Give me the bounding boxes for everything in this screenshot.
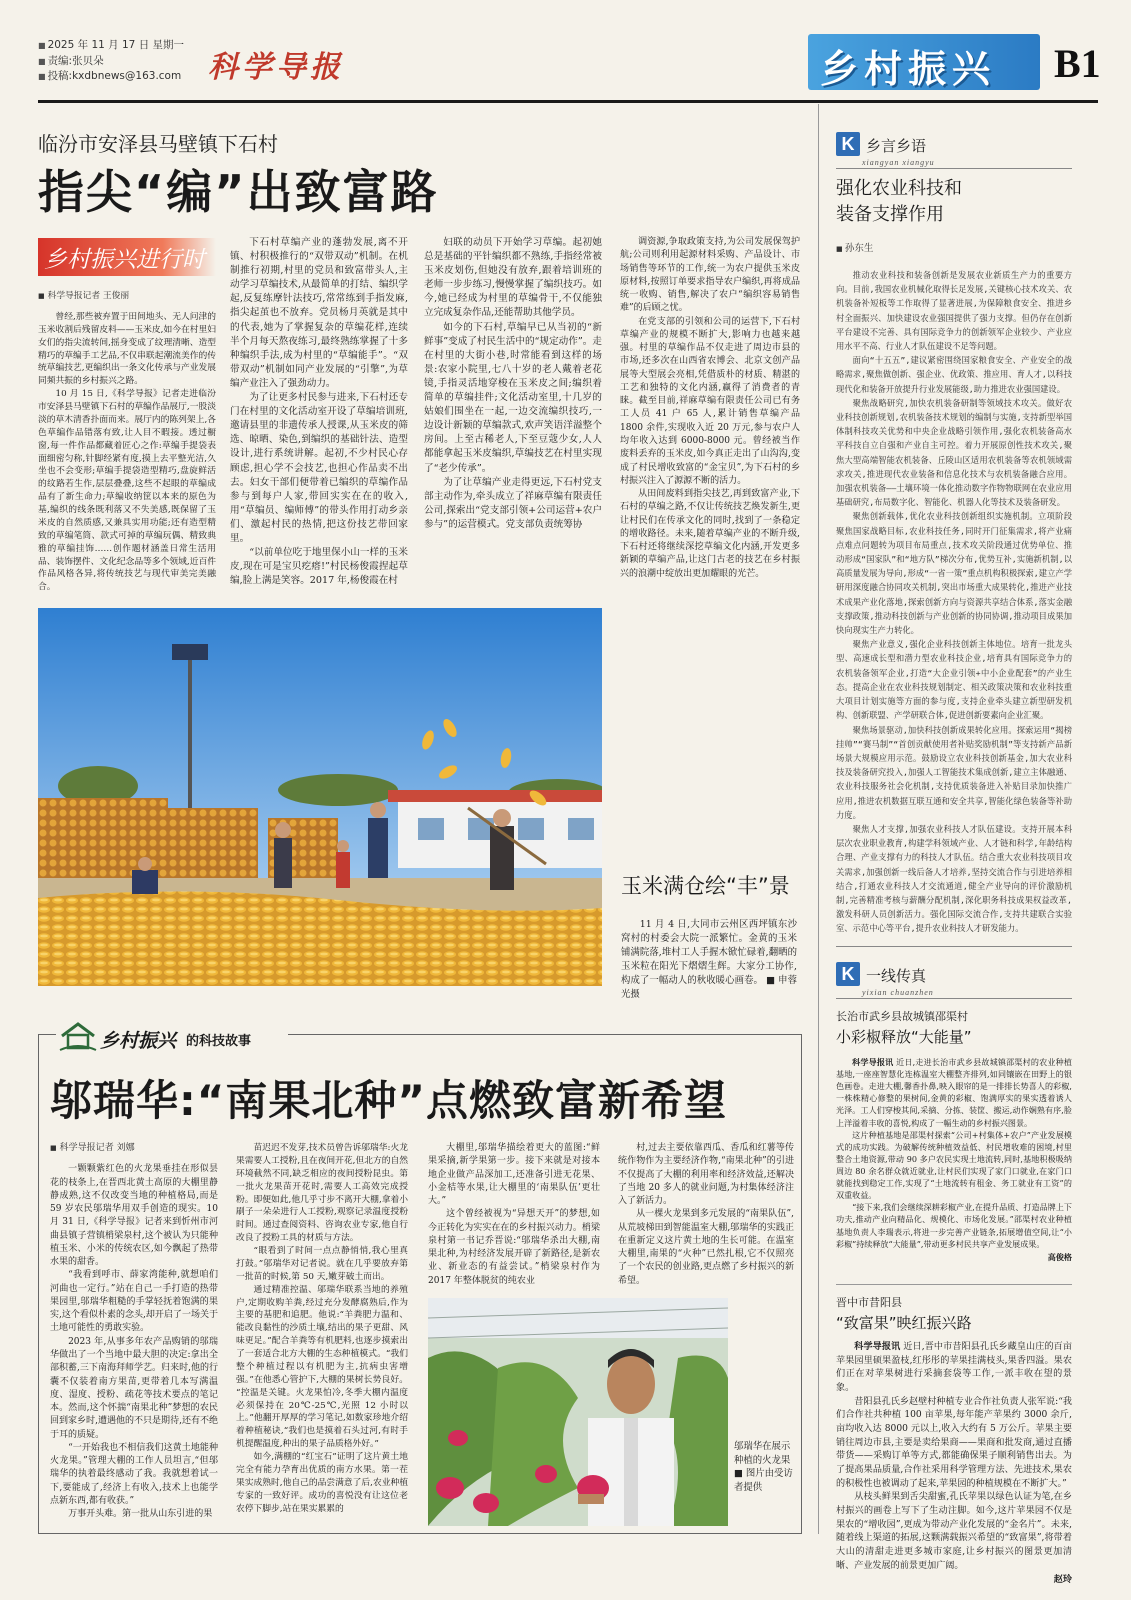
paragraph: 妇联的动员下开始学习草编。起初她总是基础的平针编织都不熟练,手指经常被玉米皮划伤,但她没有放弃,跟着培训班的老师一步步练习,慢慢掌握了编织技巧。如今,她已经成为村里的草编骨干,不仅能独立完成复杂作品,还能帮助其他学员。	[424, 237, 602, 319]
farmer-dragonfruit-illustration	[428, 1298, 728, 1526]
news-section-pinyin: yixian chuanzhen	[862, 988, 934, 997]
news1-title: 小彩椒释放“大能量”	[836, 1028, 972, 1046]
news1-kicker: 长治市武乡县故城镇邵渠村	[836, 1010, 968, 1023]
page-number: B1	[1054, 41, 1101, 86]
news1-dateline: 科学导报讯	[852, 1057, 894, 1067]
news-section-head	[836, 962, 926, 986]
farmer-dragonfruit-photo	[428, 1298, 728, 1526]
opinion-section-title: 乡言乡语	[866, 137, 927, 155]
issue-meta	[38, 38, 184, 85]
issue-email: ■ 投稿:kxdbnews@163.com	[38, 69, 184, 85]
story2-brand	[56, 1018, 288, 1054]
photo-caption-text: 11 月 4 日,大同市云州区西坪镇东沙窝村的村委会大院一派繁忙。金黄的玉米铺满院落,堆村工人手握木锨忙碌着,翻晒的玉米粒在阳光下熠熠生辉。大家分工协作,构成了一幅动人的秋收暖心画卷。	[621, 919, 797, 986]
opinion-author: ■ 孙东生	[836, 240, 873, 254]
story2-column-3	[428, 1142, 600, 1288]
right-column-divider	[818, 104, 819, 1534]
paragraph: 昔阳县孔氏乡赵壁村种植专业合作社负责人张军说:“我们合作社共种植 100 亩苹果,每年能产苹果约 3000 余斤,亩均收入达 8000 元以上,收入大约有 5 万公斤。苹果主要销往周边市县,主要是卖给果商——果商和批发商,通过直播带货——采购订单等方式,都能确保果子顺利销售出去。为了提高果品质量,合作社采用科学管理方法、先进技术,果农的积极性也被调动了起来,苹果园的种植规模在不断扩大。”	[836, 1396, 1072, 1489]
story2-column-2	[236, 1142, 408, 1515]
paper-logo: 科学导报	[208, 50, 344, 85]
photo-title: 玉米满仓绘“丰”景	[621, 874, 790, 898]
paragraph: 下石村草编产业的蓬勃发展,离不开镇、村积极推行的“双带双动”机制。在机制推行初期,村里的党员和致富带头人,主动学习草编技术,从最简单的打结、编织学起,反复练摩针法技巧,常常练到手指发麻,指尖起茧也不放弃。党员杨月英就是其中的代表,她为了掌握复杂的草编花样,连续半个月每天熬夜练习,最终熟练掌握了十多种编织手法,成为村里的“草编能手”。“双带双动”机制如同产业发展的“引擎”,为草编产业注入了强劲动力。	[230, 237, 408, 389]
paragraph: 从一棵火龙果到多元发展的“南果队伍”,从荒坡梯田到智能温室大棚,邬瑞华的实践正在重新定义这片黄土地的生长可能。在温室大棚里,南果的“火种”已然扎根,它不仅照亮了一个农民的创业路,更点燃了乡村振兴的新希望。	[618, 1209, 794, 1286]
issue-editor: ■ 责编:张贝朵	[38, 54, 184, 70]
column-tag-label: 乡村振兴进行时	[44, 247, 205, 273]
paragraph: 聚焦战略研究,加快农机装备研制等领域技术攻关。做好农业科技创新规划,农机装备技术规划的编制与实施,支持新型举国体制科技攻关优势和中央企业战略引领作用,强化农机装备高水平科技自立自强和产业自主可控。着力开展原创性技术攻关,聚焦大型高端智能农机装备、丘陵山区适用农机装备等农机领域需求攻关,推进现代农业装备和信息化技术与农机装备融合应用。加强农机装备——土壤环境一体化推动数字作物物联网在农业应用基础研究,布局数字化、智能化、机器人化等技术及装备研发。	[836, 397, 1072, 508]
paragraph: 这个曾经被视为“异想天开”的梦想,如今正转化为实实在在的乡村振兴动力。梢梁泉村第一书记乔晋说:“邬瑞华杀出大棚,南果北种,为村经济发展开辟了新路径,是新农业、新业态的有益尝试。”梢梁泉村作为 2017 年整体脱贫的纯农业	[428, 1209, 600, 1286]
corn-harvest-photo	[38, 608, 602, 986]
photo2-caption-text: 邬瑞华在展示种植的火龙果	[734, 1441, 791, 1466]
paragraph: 推动农业科技和装备创新是发展农业新质生产力的重要方向。目前,我国农业机械化取得长足发展,关键核心技术攻关、农机装备补短板等工作取得了显著进展,为保障粮食安全、推进乡村全面振兴、加快建设农业强国提供了强力支撑。但仍存在创新平台建设不完善、具有国际竞争力的创新领军企业较少、产业应用水平不高、行业人才队伍建设不足等问题。	[836, 270, 1072, 352]
paragraph: 调资源,争取政策支持,为公司发展保驾护航;公司则利用起源材料采购、产品设计、市场销售等环节的工作,统一为农户提供玉米皮原材料,按照订单要求指导农户编织,再将成品统一收购、销售,解决了农户“编织容易销售难”的后顾之忧。	[620, 237, 800, 314]
story1-headline: 指尖“编”出致富路	[38, 165, 439, 219]
masthead	[38, 30, 1101, 98]
paragraph: 从枝头鲜果到舌尖甜蜜,孔氏苹果以绿色认证为笔,在乡村振兴的画卷上写下了生动注脚。如今,这片苹果园不仅是果农的“增收园”,更成为带动产业化发展的“金名片”。未来,随着线上渠道的拓展,这颗满载振兴希望的“致富果”,将带着大山的清甜走进更多城市家庭,让乡村振兴的图景更加清晰、产业发展的前景更加广阔。	[836, 1492, 1072, 1571]
story1-column-1	[38, 290, 216, 594]
paragraph: 万事开头难。第一批从山东引进的果	[68, 1509, 213, 1520]
paragraph: 曾经,那些被弃置于田间地头、无人问津的玉米收割后残留皮料——玉米皮,如今在村里妇女们的指尖流转间,摇身变成了纹理清晰、造型精巧的草编手工艺品,不仅串联起潮流美作的传统草编技艺,更编织出一条文化传承与产业发展同频共振的乡村振兴之路。	[38, 311, 216, 387]
photo2-caption	[734, 1440, 798, 1494]
news-section-top-rule	[836, 946, 1072, 947]
paragraph: 近日,走进长治市武乡县故城镇邵渠村的农业种植基地,一座座智慧化连栋温室大棚整齐排列,如同镶嵌在田野上的银色画卷。走进大棚,馨香扑鼻,映入眼帘的是一排排长势喜人的彩椒,一株株精心修整的果树间,金黄的彩椒、饱满厚实的果实透着诱人光泽。工人们穿梭其间,采摘、分拣、装筐、搬运,动作娴熟有序,脸上洋溢着丰收的喜悦,构成了一幅生动的乡村振兴图景。	[836, 1058, 1072, 1128]
paragraph: 聚焦创新载体,优化农业科技创新组织实施机制。立项阶段聚焦国家战略目标,农业科技任务,同时开门征集需求,将产业痛点难点问题转为项目布局重点,技术攻关阶段通过优势单位、推动形成“国家队”和“地方队”梯次分布,优势互补,实施新机制,以高质量发展为导向,形成“一省一策”重点机构积极探索,建立产学研用深度融合协同攻关机制,突出市场重大成果转化,推进产业技术成果产业化落地,探索创新方向与资源共享结合体系,落实金融支撑政策,推动科技创新与产业创新的协同协调,推动项目成果加快向现实生产力转化。	[836, 511, 1072, 636]
photo2-credit: ■ 图片由受访者提供	[734, 1468, 793, 1493]
story2-byline: ■ 科学导报记者 刘娜	[50, 1142, 218, 1155]
news1-body	[836, 1056, 1072, 1263]
paragraph: 村,过去主要依靠西瓜、香瓜和红薯等传统作物作为主要经济作物,“南果北种”的引进不仅提高了大棚的利用率和经济效益,还解决了当地 20 多人的就业问题,为村集体经济注入了新活力。	[618, 1143, 794, 1207]
paragraph: 10 月 15 日,《科学导报》记者走进临汾市安泽县马壁镇下石村的草编作品展厅,一股淡淡的草木清香扑面而来。展厅内的陈列架上,各色草编作品错落有致,让人目不暇接。透过橱窗,每一件作品都藏着匠心之作:草编手提袋表面细密匀称,针脚经紧有度,摸上去平整光洁,久坐也不会变形;草编手提袋造型精巧,盘旋鲜活的纹路若生作,层层叠叠,这些不起眼的草编成品有了新生命力;草编收纳筐以本来的原色为基,编织的线条既利落又不失美感,既保留了玉米皮的自然质感,又兼具实用功能;还有造型精致的草编笔筒、款式可掉的草编玩偶、精致典雅的草编挂饰……创作题材涵盖日常生活用品、装饰摆件、文化纪念品等多个领域,近百件作品风格各异,将传统技艺与现代审美完美融合。	[38, 389, 216, 593]
news-section-title: 一线传真	[866, 967, 927, 985]
paragraph: 苗迟迟不发芽,技术员曾告诉邬瑞华:火龙果需要人工授粉,且在夜间开花,但北方的自然环境截然不同,缺乏相应的夜间授粉昆虫。第一批火龙果苗开花时,需要人工高效完成授粉。即便如此,他几乎寸步不离开大棚,拿着小刷子一朵朵进行人工授粉,观察记录温度授粉时间。通过查阅资料、咨询农业专家,他自行改良了授粉工具的材质与方法。	[236, 1143, 408, 1244]
paragraph: 聚焦产业意义,强化企业科技创新主体地位。培育一批龙头型、高速成长型和潜力型农业科技企业,培育具有国际竞争力的农机装备领军企业,打造“大企业引领+中小企业配套”的产业生态。提高企业在农业科技规划制定、相关政策决策和农业科技重大项目计划实施等方面的参与度,支持企业牵头建立新型研发机构、创新联盟、产学研联合体,促进创新要素向企业汇聚。	[836, 639, 1072, 721]
story2-headline: 邬瑞华:“南果北种”点燃致富新希望	[50, 1076, 728, 1125]
paragraph: 一颗颗紫红色的火龙果垂挂在形似昙花的枝条上,在晋西北黄土高原的大棚里静静成熟,这不仅改变当地的种植格局,而是 59 岁农民邬瑞华用双手创造的现实。10 月 31 日,《科学导报》记者来到忻州市河曲县镇子营镇梢梁泉村,这个被认为只能种植玉米、小米的传统农区,如今飘起了热带水果的甜香。	[50, 1164, 218, 1268]
k-logo-icon: K	[836, 962, 860, 986]
paragraph: 如今的下石村,草编早已从当初的“新鲜事”变成了村民生活中的“规定动作”。走在村里的大街小巷,时常能看到这样的场景:农家小院里,七八十岁的老人戴着老花镜,手指灵活地穿梭在玉米皮之间;编织着简单的草编挂件;文化活动室里,十几岁的姑娘们围坐在一起,一边交流编织技巧,一边设计新颖的草编款式,欢声笑语洋溢整个房间。上至古稀老人,下至豆蔻少女,人人都能拿起玉米皮编织,草编技艺在村里实现了“老少传承”。	[424, 321, 602, 474]
paragraph: 大棚里,邬瑞华描绘着更大的蓝图:“鲜果采摘,新学果第一步。接下来就是对接本地企业做产品深加工,还准备引进无花果、小金桔等水果,让大棚里的‘南果队伍’更壮大。”	[428, 1143, 600, 1207]
photo-caption	[621, 918, 797, 1002]
k-logo-icon: K	[836, 132, 860, 156]
opinion-title-line-2: 装备支撑作用	[836, 204, 944, 225]
story2-col1-text	[50, 1163, 218, 1521]
story1-column-2	[230, 236, 408, 588]
news2-body	[836, 1340, 1072, 1587]
opinion-section-pinyin: xiangyan xiangyu	[862, 158, 935, 167]
paragraph: 面向“十五五”,建议紧密围绕国家粮食安全、产业安全的战略需求,聚焦做创新、强企业、优政策、推应用、育人才,以科技现代化和装备开放提升行业发展能级,助力推进农业强国建设。	[836, 355, 1072, 394]
story1-col1-text	[38, 311, 216, 594]
paragraph: 近日,晋中市昔阳县孔氏乡藏皇山庄的百亩苹果园里硕果盈枝,红彤彤的苹果挂满枝头,果香四溢。果农们正在对苹果树进行采摘套袋等工作,一派丰收在望的景象。	[836, 1342, 1072, 1394]
section-banner-text: 乡村振兴	[820, 47, 997, 91]
masthead-rule	[38, 100, 1098, 103]
opinion-title-line-1: 强化农业科技和	[836, 178, 962, 199]
news2-title: “致富果”映红振兴路	[836, 1314, 972, 1332]
paragraph: 这片种植基地是邵渠村探索“公司+村集体+农户”产业发展模式的成功实践。为破解传统种植效益低、村民增收难的困境,村里整合土地资源,带动 90 多户农民实现土地流转,同时,基地积极吸纳周边 80 余名群众就近就业,让村民们实现了家门口就业,在家门口就能找到稳定工作,实现了“土地流转有租金、务工就业有工资”的双重收益。	[836, 1130, 1072, 1201]
paragraph: 在党支部的引领和公司的运营下,下石村草编产业的规模不断扩大,影响力也越来越强。村里的草编作品不仅走进了周边市县的市场,还多次在山西省农博会、北京文创产品展等大型展会亮相,凭借质朴的材质、精湛的工艺和独特的文化内涵,赢得了消费者的青睐。截至目前,祥麻草编有限责任公司已有务工人员 41 户 65 人,累计销售草编产品 1800 余件,实现收入近 20 万元,参与农户人均年收入达到 6000-8000 元。曾经被当作废料丢弃的玉米皮,如今真正走出了山沟沟,变成了村民增收致富的“金宝贝”,为下石村的乡村振兴注入了源源不断的活力。	[620, 316, 800, 486]
story2-brand-suffix: 的科技故事	[186, 1034, 252, 1049]
paragraph: “一开始我也不相信我们这黄土地能种火龙果。”管理大棚的工作人员坦言,“但邬瑞华的执着最终感动了我。我就想着试一下,要能成了,经济上有收入,技术上也能学点新东西,都有收获。”	[50, 1442, 218, 1506]
column-tag	[38, 238, 216, 276]
opinion-section-rule	[836, 168, 1072, 169]
paragraph: 2023 年,从事多年农产品购销的邬瑞华做出了一个当地中最大胆的决定:拿出全部积蓄,三下南海拜师学艺。归来时,他的行囊不仅装着南方果苗,更带着几本写满温度、湿度、授粉、疏花等技术要点的笔记本。然而,这个怀揣“南果北种”梦想的农民回到家乡时,遭遇他的不只是期待,还有不绝于耳的质疑。	[50, 1336, 219, 1440]
news-section-rule	[836, 998, 1072, 999]
news-divider	[836, 1284, 1072, 1285]
story2-brand-label: 乡村振兴	[100, 1030, 177, 1052]
news2-dateline: 科学导报讯	[854, 1341, 901, 1352]
photo-credit-text: 申蓉光摄	[621, 975, 797, 1000]
story1-kicker: 临汾市安泽县马壁镇下石村	[38, 132, 278, 156]
news2-kicker: 晋中市昔阳县	[836, 1296, 902, 1309]
story2-column-1	[50, 1142, 218, 1521]
photo2-credit-text: 图片由受访者提供	[734, 1468, 793, 1493]
photo-credit: ■ 申蓉光摄	[621, 975, 797, 1000]
paragraph: 为了让更多村民参与进来,下石村还专门在村里的文化活动室开设了草编培训班,邀请县里的非遗传承人授课,从玉米皮的筛选、晾晒、染色,到编织的基础针法、造型设计,进行系统讲解。起初,不少村民心存顾虑,担心学不会技艺,也担心作品卖不出去。妇女干部们便带着已编织的草编作品参与到每户人家,带回实实在在的收入,用“草编员、编师傅”的带头作用打动乡亲们、激起村民的热情,把这份技艺带回家里。	[230, 392, 408, 544]
story1-byline: ■ 科学导报记者 王俊丽	[38, 290, 216, 303]
story1-column-3	[424, 236, 602, 532]
paragraph: “以前单位吃于地里保小山一样的玉米皮,现在可是宝贝疙瘩!”村民杨俊霞捏起草编,脸上满是笑容。2017 年,杨俊霞在村	[230, 547, 408, 587]
corn-harvest-illustration	[38, 608, 602, 986]
house-icon	[58, 1020, 98, 1052]
paragraph: 通过精准控温、邬瑞华联系当地的养殖户,定期收购羊粪,经过充分发酵腐熟后,作为主要的基肥和追肥。他说:“羊粪肥力温和、能改良黏性的沙质土壤,结出的果子更甜、风味更足。”配合羊粪等有机肥料,也逐步摸索出了一套适合北方大棚的生态种植模式。“我们整个种植过程以有机肥为主,抗病虫害增强。”在他悉心管护下,大棚的果树长势良好。 “控温是关键。火龙果怕冷,冬季大棚内温度必须保持在 20℃-25℃,光照 12 小时以上。”他翻开厚厚的学习笔记,如数家珍地介绍着种植秘诀,“我们也是摸着石头过河,有时手机提醒温度,种出的果子品质格外好。”	[236, 1284, 408, 1450]
paragraph: 如今,满棚的“红宝石”证明了这片黄土地完全有能力孕育出优质的南方水果。第一茬果实成熟时,他自己的品尝满意了后,农业种植专家的一致好评。成功的喜悦没有让这位老农停下脚步,站在果实累累的	[236, 1452, 408, 1514]
news2-signature: 赵玲	[1053, 1574, 1072, 1586]
paragraph: 从田间废料到指尖技艺,再到致富产业,下石村的草编之路,不仅让传统技艺焕发新生,更让村民们在传承文化的同时,找到了一条稳定的增收路径。未来,随着草编产业的不断升级,下石村还将继续深挖草编文化内涵,开发更多新颖的草编产品,让这门古老的技艺在乡村振兴的浪潮中绽放出更加耀眼的光芒。	[620, 489, 800, 579]
paragraph: 聚焦场景驱动,加快科技创新成果转化应用。探索运用“揭榜挂帅”“赛马制”“首创贡献使用者补贴奖励机制”等支持新产品新场景大规模应用示范。鼓励设立农业科技创新基金,加大农业科技及装备研究投入,加强人工智能技术集成创新,建立主体融通、农业科技服务社会化机制,支持优质装备进入补贴目录加快推广应用,推进农机数据互联互通和安全共享,智能化绿色装备等补助力度。	[836, 724, 1072, 820]
section-banner	[808, 34, 1040, 90]
opinion-title	[836, 176, 962, 228]
story2-column-4	[618, 1142, 794, 1288]
paragraph: “接下来,我们会继续深耕彩椒产业,在提升品质、打造品牌上下功夫,推动产业向精品化、规模化、市场化发展。”邵渠村农业种植基地负责人李瑞表示,将进一步完善产业链条,拓展增值空间,让“小彩椒”持续释放“大能量”,带动更多村民共享产业发展成果。	[836, 1203, 1072, 1249]
paragraph: “眼看到了时间一点点静悄悄,我心里真打鼓。”邬瑞华对记者说。就在几乎要放弃第一批苗的时候,第 50 天,嫩芽破土而出。	[236, 1246, 408, 1282]
issue-date: ■ 2025 年 11 月 17 日 星期一	[38, 38, 184, 54]
paragraph: 为了让草编产业走得更远,下石村党支部主动作为,牵头成立了祥麻草编有限责任公司,探索出“党支部引领+公司运营+农户参与”的运营模式。党支部负责统筹协	[424, 476, 602, 530]
paragraph: “我看到呼市、薛家湾能种,就想咱们河曲也一定行。”站在自己一手打造的热带果园里,邬瑞华粗糙的手掌轻抚着饱满的果实,这个看似朴素的念头,却开启了一场关于土地可能性的勇敢实验。	[50, 1270, 219, 1334]
paragraph: 聚焦人才支撑,加强农业科技人才队伍建设。支持开展本科层次农业职业教育,构建学科领域产业、人才链和科学,年龄结构合理、产业支撑有力的科技人才队伍。结合重大农业科技项目攻关需求,加强创新一线后备人才培养,坚持交流合作与引进培养相结合,打通农业科技人才交流通道,健全产业导向的评价激励机制,完善精准考核与薪酬分配机制,深化职务科技成果权益改革,激发科研人员创新活力。强化国际交流合作,支持共建联合实验室、示范中心等平台,提升农业科技人才研发能力。	[836, 823, 1072, 934]
opinion-body	[836, 268, 1072, 936]
opinion-section-head	[836, 132, 926, 156]
story1-column-4	[620, 236, 800, 581]
news1-signature: 高俊格	[1047, 1251, 1072, 1262]
